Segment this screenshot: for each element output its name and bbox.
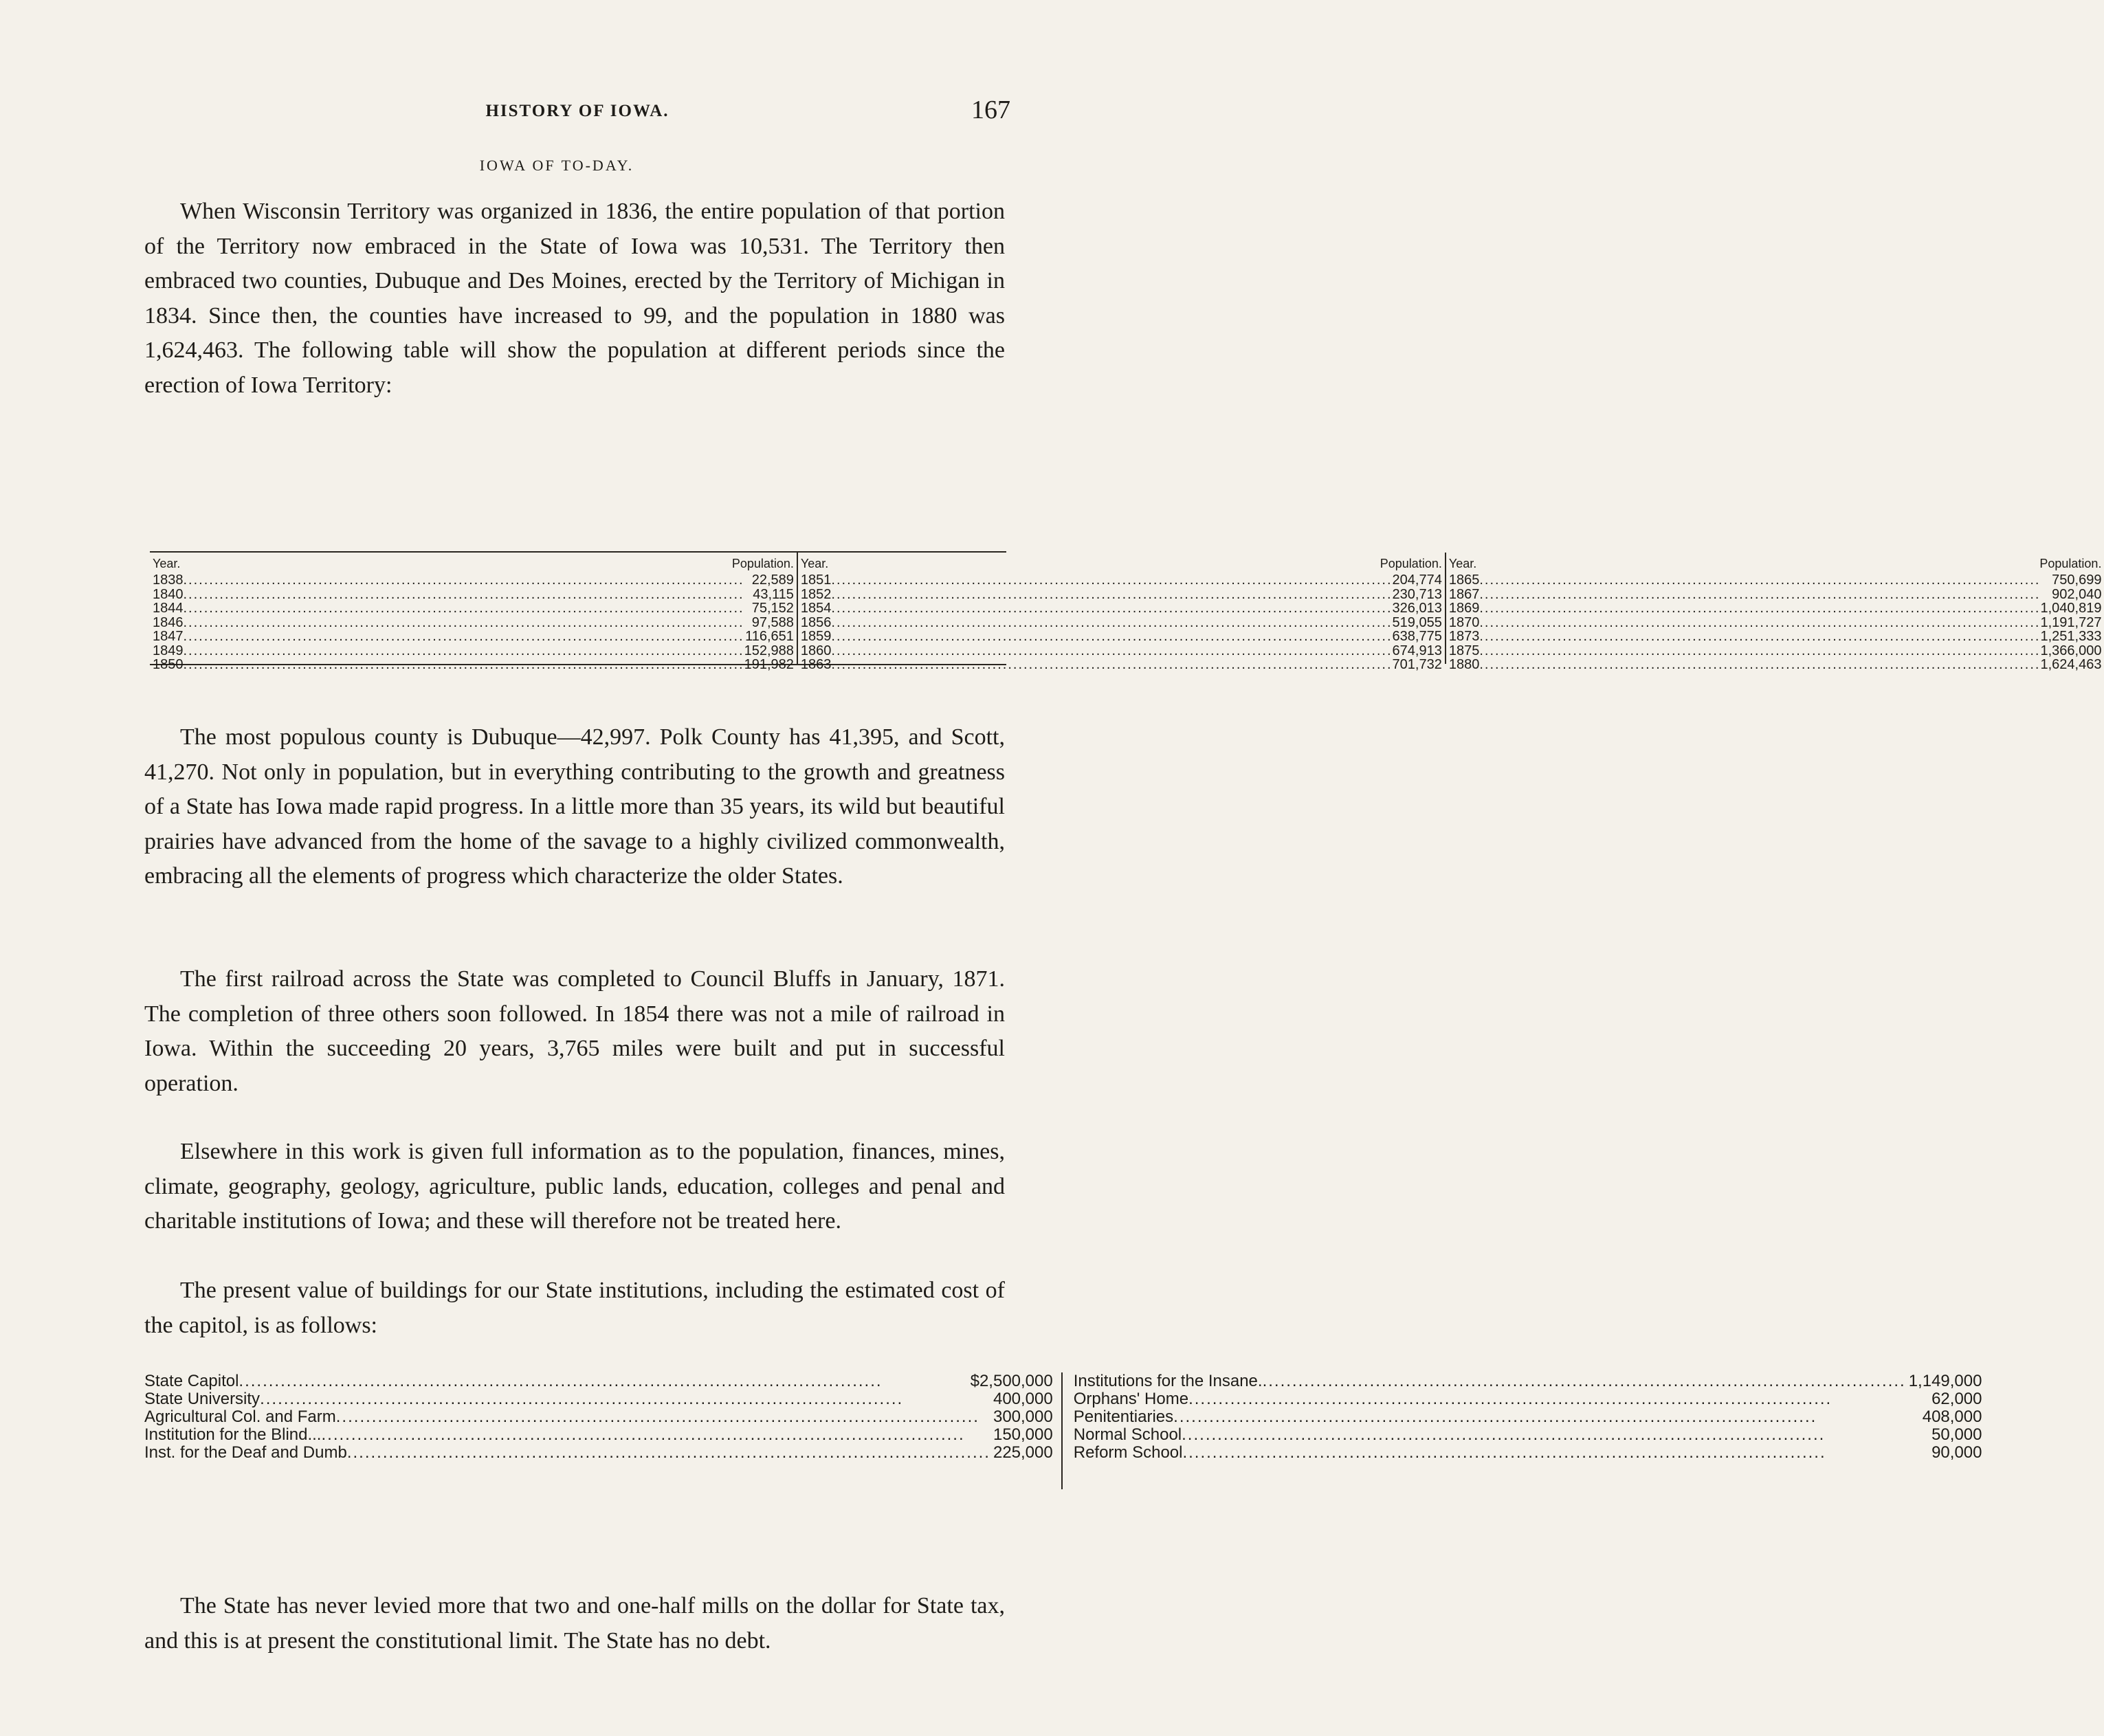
- institution-name: Agricultural Col. and Farm: [144, 1407, 336, 1426]
- institution-value: 90,000: [1931, 1443, 1982, 1462]
- population-cell: 1,624,463: [2040, 657, 2102, 672]
- population-cell: 230,713: [1392, 586, 1442, 602]
- table-row: [153, 644, 794, 658]
- year-cell: 1869: [1448, 601, 1480, 616]
- table-row: [1449, 573, 2102, 588]
- table-row: [1449, 644, 2102, 658]
- institution-value: 50,000: [1931, 1425, 1982, 1444]
- institution-name: Inst. for the Deaf and Dumb: [144, 1443, 347, 1462]
- table-row: [144, 1372, 1053, 1390]
- page-number: 167: [971, 96, 1010, 124]
- year-cell: 1873: [1448, 629, 1480, 644]
- population-column: [1446, 553, 2104, 672]
- table-row: [1074, 1390, 1982, 1408]
- population-cell: 750,699: [2052, 572, 2102, 588]
- institution-value: 1,149,000: [1908, 1372, 1982, 1390]
- year-cell: 1844: [153, 601, 184, 616]
- year-cell: 1851: [800, 572, 832, 588]
- institution-name: Institution for the Blind...: [144, 1425, 322, 1444]
- table-row: [801, 616, 1442, 630]
- population-column: [798, 553, 1446, 672]
- column-header: [801, 557, 1442, 573]
- year-cell: 1880: [1448, 657, 1480, 672]
- institution-name: State University: [144, 1390, 261, 1408]
- population-table: [150, 551, 2102, 672]
- population-cell: 1,366,000: [2040, 643, 2102, 658]
- table-row: [1449, 630, 2102, 644]
- institution-name: Reform School: [1073, 1443, 1183, 1462]
- table-row: [144, 1426, 1053, 1444]
- institution-name: Orphans' Home: [1073, 1390, 1189, 1408]
- section-title: IOWA OF TO-DAY.: [479, 157, 634, 174]
- year-cell: 1859: [800, 629, 832, 644]
- year-cell: 1852: [800, 586, 832, 602]
- institution-name: Normal School: [1073, 1425, 1182, 1444]
- header-year: Year.: [1448, 557, 1477, 570]
- cost-column-right: [1063, 1372, 1982, 1489]
- table-row: [144, 1390, 1053, 1408]
- population-cell: 22,589: [751, 572, 794, 588]
- population-cell: 75,152: [751, 601, 794, 616]
- running-title: HISTORY OF IOWA.: [485, 102, 669, 120]
- table-row: [801, 630, 1442, 644]
- paragraph-populous-county: The most populous county is Dubuque—42,997. Polk County has 41,395, and Scott, 41,270. Not only in population, but in everything contributing to the growth and greatness of a State has Iowa made rapid progress. In a little more than 35 years, its wild but beautiful prairies have advanced from the home of the savage to a highly civilized commonwealth, embracing all the elements of progress which characterize the older States.: [144, 724, 1005, 889]
- table-row: [801, 588, 1442, 602]
- table-row: [801, 573, 1442, 588]
- population-cell: 902,040: [2052, 586, 2102, 602]
- table-row: [144, 1408, 1053, 1426]
- institution-value: 400,000: [993, 1390, 1053, 1408]
- table-row: [153, 630, 794, 644]
- table-row: [801, 601, 1442, 616]
- table-row: [1074, 1444, 1982, 1462]
- population-cell: 116,651: [745, 629, 794, 644]
- institution-value: $2,500,000: [970, 1372, 1053, 1390]
- institution-value: 62,000: [1931, 1390, 1982, 1408]
- population-cell: 519,055: [1392, 614, 1442, 630]
- year-cell: 1865: [1448, 572, 1480, 588]
- year-cell: 1854: [800, 601, 832, 616]
- year-cell: 1838: [153, 572, 184, 588]
- population-cell: 1,191,727: [2040, 614, 2102, 630]
- table-row: [1074, 1426, 1982, 1444]
- population-cell: 97,588: [751, 614, 794, 630]
- population-column: [150, 553, 798, 672]
- institution-name: Institutions for the Insane.: [1073, 1372, 1263, 1390]
- year-cell: 1863: [800, 657, 832, 672]
- table-row: [1449, 601, 2102, 616]
- table-row: [153, 601, 794, 616]
- table-row: [801, 658, 1442, 672]
- column-header: [153, 557, 794, 573]
- year-cell: 1856: [800, 614, 832, 630]
- table-row: [153, 573, 794, 588]
- institution-cost-table: [144, 1372, 1982, 1489]
- year-cell: 1875: [1448, 643, 1480, 658]
- institution-value: 408,000: [1922, 1407, 1982, 1426]
- year-cell: 1867: [1448, 586, 1480, 602]
- year-cell: 1849: [153, 643, 184, 658]
- table-row: [1074, 1372, 1982, 1390]
- header-year: Year.: [153, 557, 181, 570]
- institution-name: State Capitol: [144, 1372, 239, 1390]
- year-cell: 1870: [1448, 614, 1480, 630]
- population-cell: 638,775: [1392, 629, 1442, 644]
- table-row: [801, 644, 1442, 658]
- institution-value: 225,000: [993, 1443, 1053, 1462]
- table-row: [1449, 588, 2102, 602]
- year-cell: 1847: [153, 629, 184, 644]
- table-row: [1074, 1408, 1982, 1426]
- paragraph-elsewhere: Elsewhere in this work is given full information as to the population, finances, mines, climate, geography, geology, agriculture, public lands, education, colleges and penal and charitable institutions of Iowa; and these will therefore not be treated here.: [144, 1139, 1005, 1234]
- year-cell: 1860: [800, 643, 832, 658]
- table-row: [153, 658, 794, 672]
- table-row: [1449, 616, 2102, 630]
- population-cell: 1,040,819: [2040, 601, 2102, 616]
- paragraph-buildings-value: The present value of buildings for our State institutions, including the estimated cost of the capitol, is as follows:: [144, 1278, 1005, 1338]
- cost-column-left: [144, 1372, 1063, 1489]
- institution-name: Penitentiaries: [1073, 1407, 1174, 1426]
- population-cell: 674,913: [1392, 643, 1442, 658]
- year-cell: 1846: [153, 614, 184, 630]
- header-year: Year.: [800, 557, 829, 570]
- paragraph-railroad: The first railroad across the State was completed to Council Bluffs in January, 1871. The completion of three others soon followed. In 1854 there was not a mile of railroad in Iowa. Within the succeeding 20 years, 3,765 miles were built and put in successful operation.: [144, 966, 1005, 1096]
- header-population: Population.: [1380, 557, 1442, 570]
- population-cell: 152,988: [744, 643, 794, 658]
- table-row: [144, 1444, 1053, 1462]
- header-population: Population.: [2039, 557, 2102, 570]
- table-row: [1449, 658, 2102, 672]
- institution-value: 150,000: [993, 1425, 1053, 1444]
- institution-value: 300,000: [993, 1407, 1053, 1426]
- population-cell: 204,774: [1392, 572, 1442, 588]
- table-row: [153, 616, 794, 630]
- population-cell: 326,013: [1392, 601, 1442, 616]
- paragraph-intro: When Wisconsin Territory was organized in 1836, the entire population of that portion of the Territory now embraced in the State of Iowa was 10,531. The Territory then embraced two counties, Dubuque and Des Moines, erected by the Territory of Michigan in 1834. Since then, the counties have increased to 99, and the population in 1880 was 1,624,463. The following table will show the population at different periods since the erection of Iowa Territory:: [144, 199, 1005, 398]
- year-cell: 1850: [153, 657, 184, 672]
- population-cell: 701,732: [1392, 657, 1442, 672]
- header-population: Population.: [731, 557, 794, 570]
- population-cell: 1,251,333: [2040, 629, 2102, 644]
- column-header: [1449, 557, 2102, 573]
- table-row: [153, 588, 794, 602]
- population-cell: 191,982: [744, 657, 794, 672]
- paragraph-closing: The State has never levied more that two and one-half mills on the dollar for State tax, and this is at present the constitutional limit. The State has no debt.: [144, 1593, 1005, 1654]
- year-cell: 1840: [153, 586, 184, 602]
- page-header: [144, 95, 1010, 129]
- population-cell: 43,115: [753, 586, 794, 602]
